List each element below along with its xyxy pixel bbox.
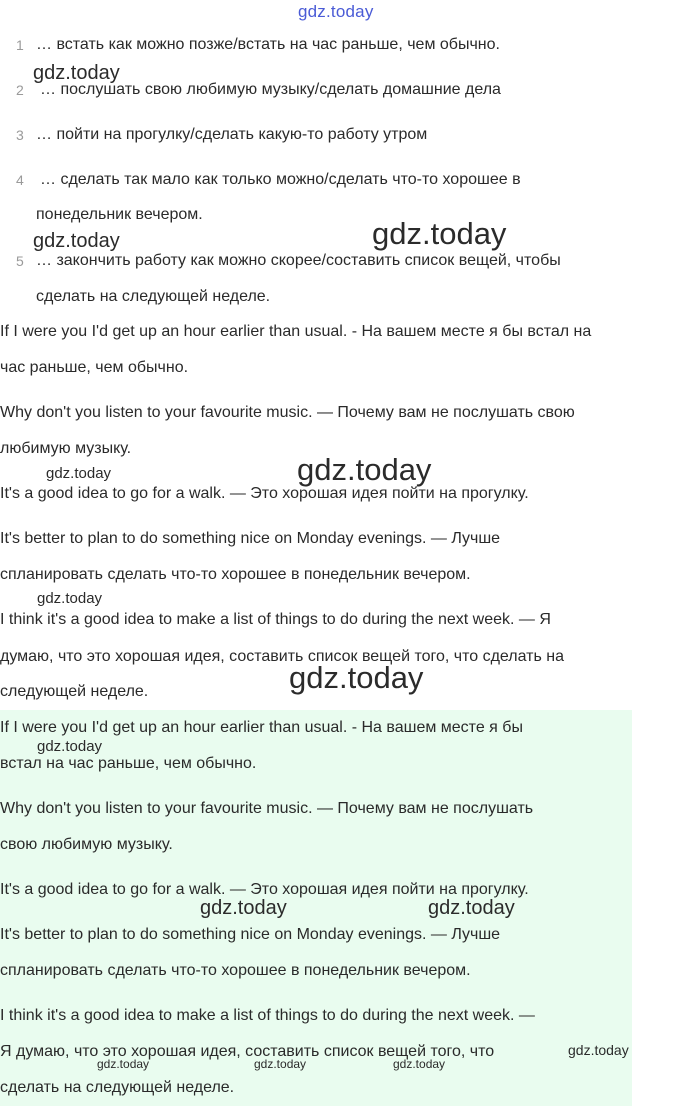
- item-number: 4: [16, 172, 24, 188]
- answer-line: спланировать сделать что-то хорошее в понедельник вечером.: [0, 962, 471, 979]
- watermark: gdz.today: [428, 897, 515, 919]
- answer-line: Why don't you listen to your favourite music. — Почему вам не послушать: [0, 800, 534, 817]
- answer-line: It's better to plan to do something nice on Monday evenings. — Лучше: [0, 530, 501, 547]
- watermark: gdz.today: [46, 465, 112, 482]
- answer-line: It's a good idea to go for a walk. — Это хорошая идея пойти на прогулку.: [0, 485, 529, 502]
- answer-line: I think it's a good idea to make a list of things to do during the next week. —: [0, 1007, 535, 1024]
- watermark: gdz.today: [33, 62, 120, 84]
- item-text: … послушать свою любимую музыку/сделать домашние дела: [40, 81, 501, 98]
- item-text: … встать как можно позже/встать на час раньше, чем обычно.: [36, 36, 500, 53]
- watermark: gdz.today: [393, 1057, 446, 1071]
- answer-line: I think it's a good idea to make a list of things to do during the next week. — Я: [0, 611, 551, 628]
- item-number: 5: [16, 253, 24, 269]
- answer-line: It's a good idea to go for a walk. — Это хорошая идея пойти на прогулку.: [0, 881, 529, 898]
- watermark: gdz.today: [297, 452, 432, 487]
- answer-line: Я думаю, что это хорошая идея, составить список вещей того, что: [0, 1043, 495, 1060]
- item-number: 3: [16, 127, 24, 143]
- item-text: понедельник вечером.: [36, 206, 203, 223]
- item-number: 2: [16, 82, 24, 98]
- answer-line: сделать на следующей неделе.: [0, 1079, 235, 1096]
- answer-line: If I were you I'd get up an hour earlier than usual. - На вашем месте я бы встал на: [0, 323, 592, 340]
- answer-line: If I were you I'd get up an hour earlier than usual. - На вашем месте я бы: [0, 719, 523, 736]
- item-text: … пойти на прогулку/сделать какую-то работу утром: [36, 126, 428, 143]
- answer-line: спланировать сделать что-то хорошее в понедельник вечером.: [0, 566, 471, 583]
- answer-line: час раньше, чем обычно.: [0, 359, 189, 376]
- watermark: gdz.today: [289, 660, 424, 695]
- watermark: gdz.today: [200, 897, 287, 919]
- answer-line: встал на час раньше, чем обычно.: [0, 755, 257, 772]
- item-text: сделать на следующей неделе.: [36, 288, 271, 305]
- watermark: gdz.today: [372, 216, 507, 251]
- watermark: gdz.today: [568, 1042, 629, 1058]
- answer-line: Why don't you listen to your favourite music. — Почему вам не послушать свою: [0, 404, 575, 421]
- watermark: gdz.today: [37, 738, 103, 755]
- watermark: gdz.today: [254, 1057, 307, 1071]
- item-number: 1: [16, 37, 24, 53]
- answer-line: It's better to plan to do something nice on Monday evenings. — Лучше: [0, 926, 501, 943]
- answer-line: любимую музыку.: [0, 440, 132, 457]
- watermark: gdz.today: [97, 1057, 150, 1071]
- site-logo[interactable]: gdz.today: [298, 2, 374, 21]
- item-text: … закончить работу как можно скорее/составить список вещей, чтобы: [36, 252, 561, 269]
- answer-line: думаю, что это хорошая идея, составить список вещей того, что сделать на: [0, 648, 565, 665]
- answer-line: свою любимую музыку.: [0, 836, 173, 853]
- watermark: gdz.today: [37, 590, 103, 607]
- answer-line: следующей неделе.: [0, 683, 149, 700]
- item-text: … сделать так мало как только можно/сделать что-то хорошее в: [40, 171, 521, 188]
- watermark: gdz.today: [33, 230, 120, 252]
